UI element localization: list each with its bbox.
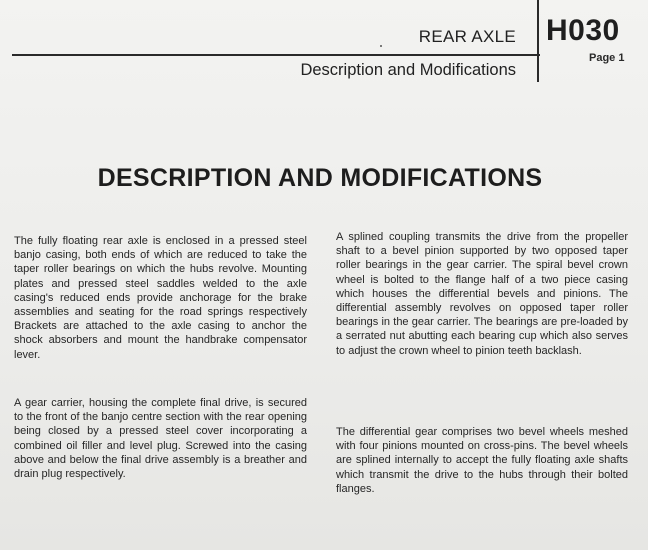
- header-rule-horizontal: [12, 54, 540, 56]
- paragraph-gear-carrier: A gear carrier, housing the complete final drive, is secured to the front of the banjo centre section with the rear opening being closed by a pressed steel cover incorporating a combined oil filler and level plug. Screwed into the casing above and below the final drive assembly is a breather and drain plug respectively.: [14, 397, 307, 481]
- page-number: Page 1: [589, 52, 625, 64]
- right-column: [336, 230, 628, 495]
- page-heading: DESCRIPTION AND MODIFICATIONS: [97, 164, 543, 192]
- header-rule-vertical: [537, 0, 539, 82]
- section-title: REAR AXLE: [418, 27, 516, 46]
- paragraph-differential-gear: The differential gear comprises two bevel wheels meshed with four pinions mounted on cross-pins. The bevel wheels are splined internally to accept the fully floating axle shafts which transmit the drive to the hubs through their bolted flanges.: [336, 426, 628, 495]
- section-code: H030: [546, 14, 620, 47]
- paragraph-drive-coupling: A splined coupling transmits the drive from the propeller shaft to a bevel pinion supported by two opposed taper roller bearings in the gear carrier. The spiral bevel crown wheel is bolted to the flange half of a two piece casing which houses the differential bevels and pinions. The differential assembly revolves on opposed taper roller bearings in the gear carrier. The bearings are pre-loaded by a serrated nut abutting each bearing cup which also serves to adjust the crown wheel to pinion teeth backlash.: [336, 231, 628, 357]
- paragraph-axle-casing: The fully floating rear axle is enclosed in a pressed steel banjo casing, both ends of which are reduced to take the taper roller bearings on which the hubs revolve. Mounting plates and pressed steel saddles welded to the axle casing's reduced ends provide anchorage for the brake assemblies and seating for the road springs respectively Brackets are attached to the axle casing to anchor the shock absorbers and mount the handbrake compensator lever.: [14, 235, 307, 361]
- section-subtitle: Description and Modifications: [300, 61, 516, 79]
- left-column: [14, 234, 307, 481]
